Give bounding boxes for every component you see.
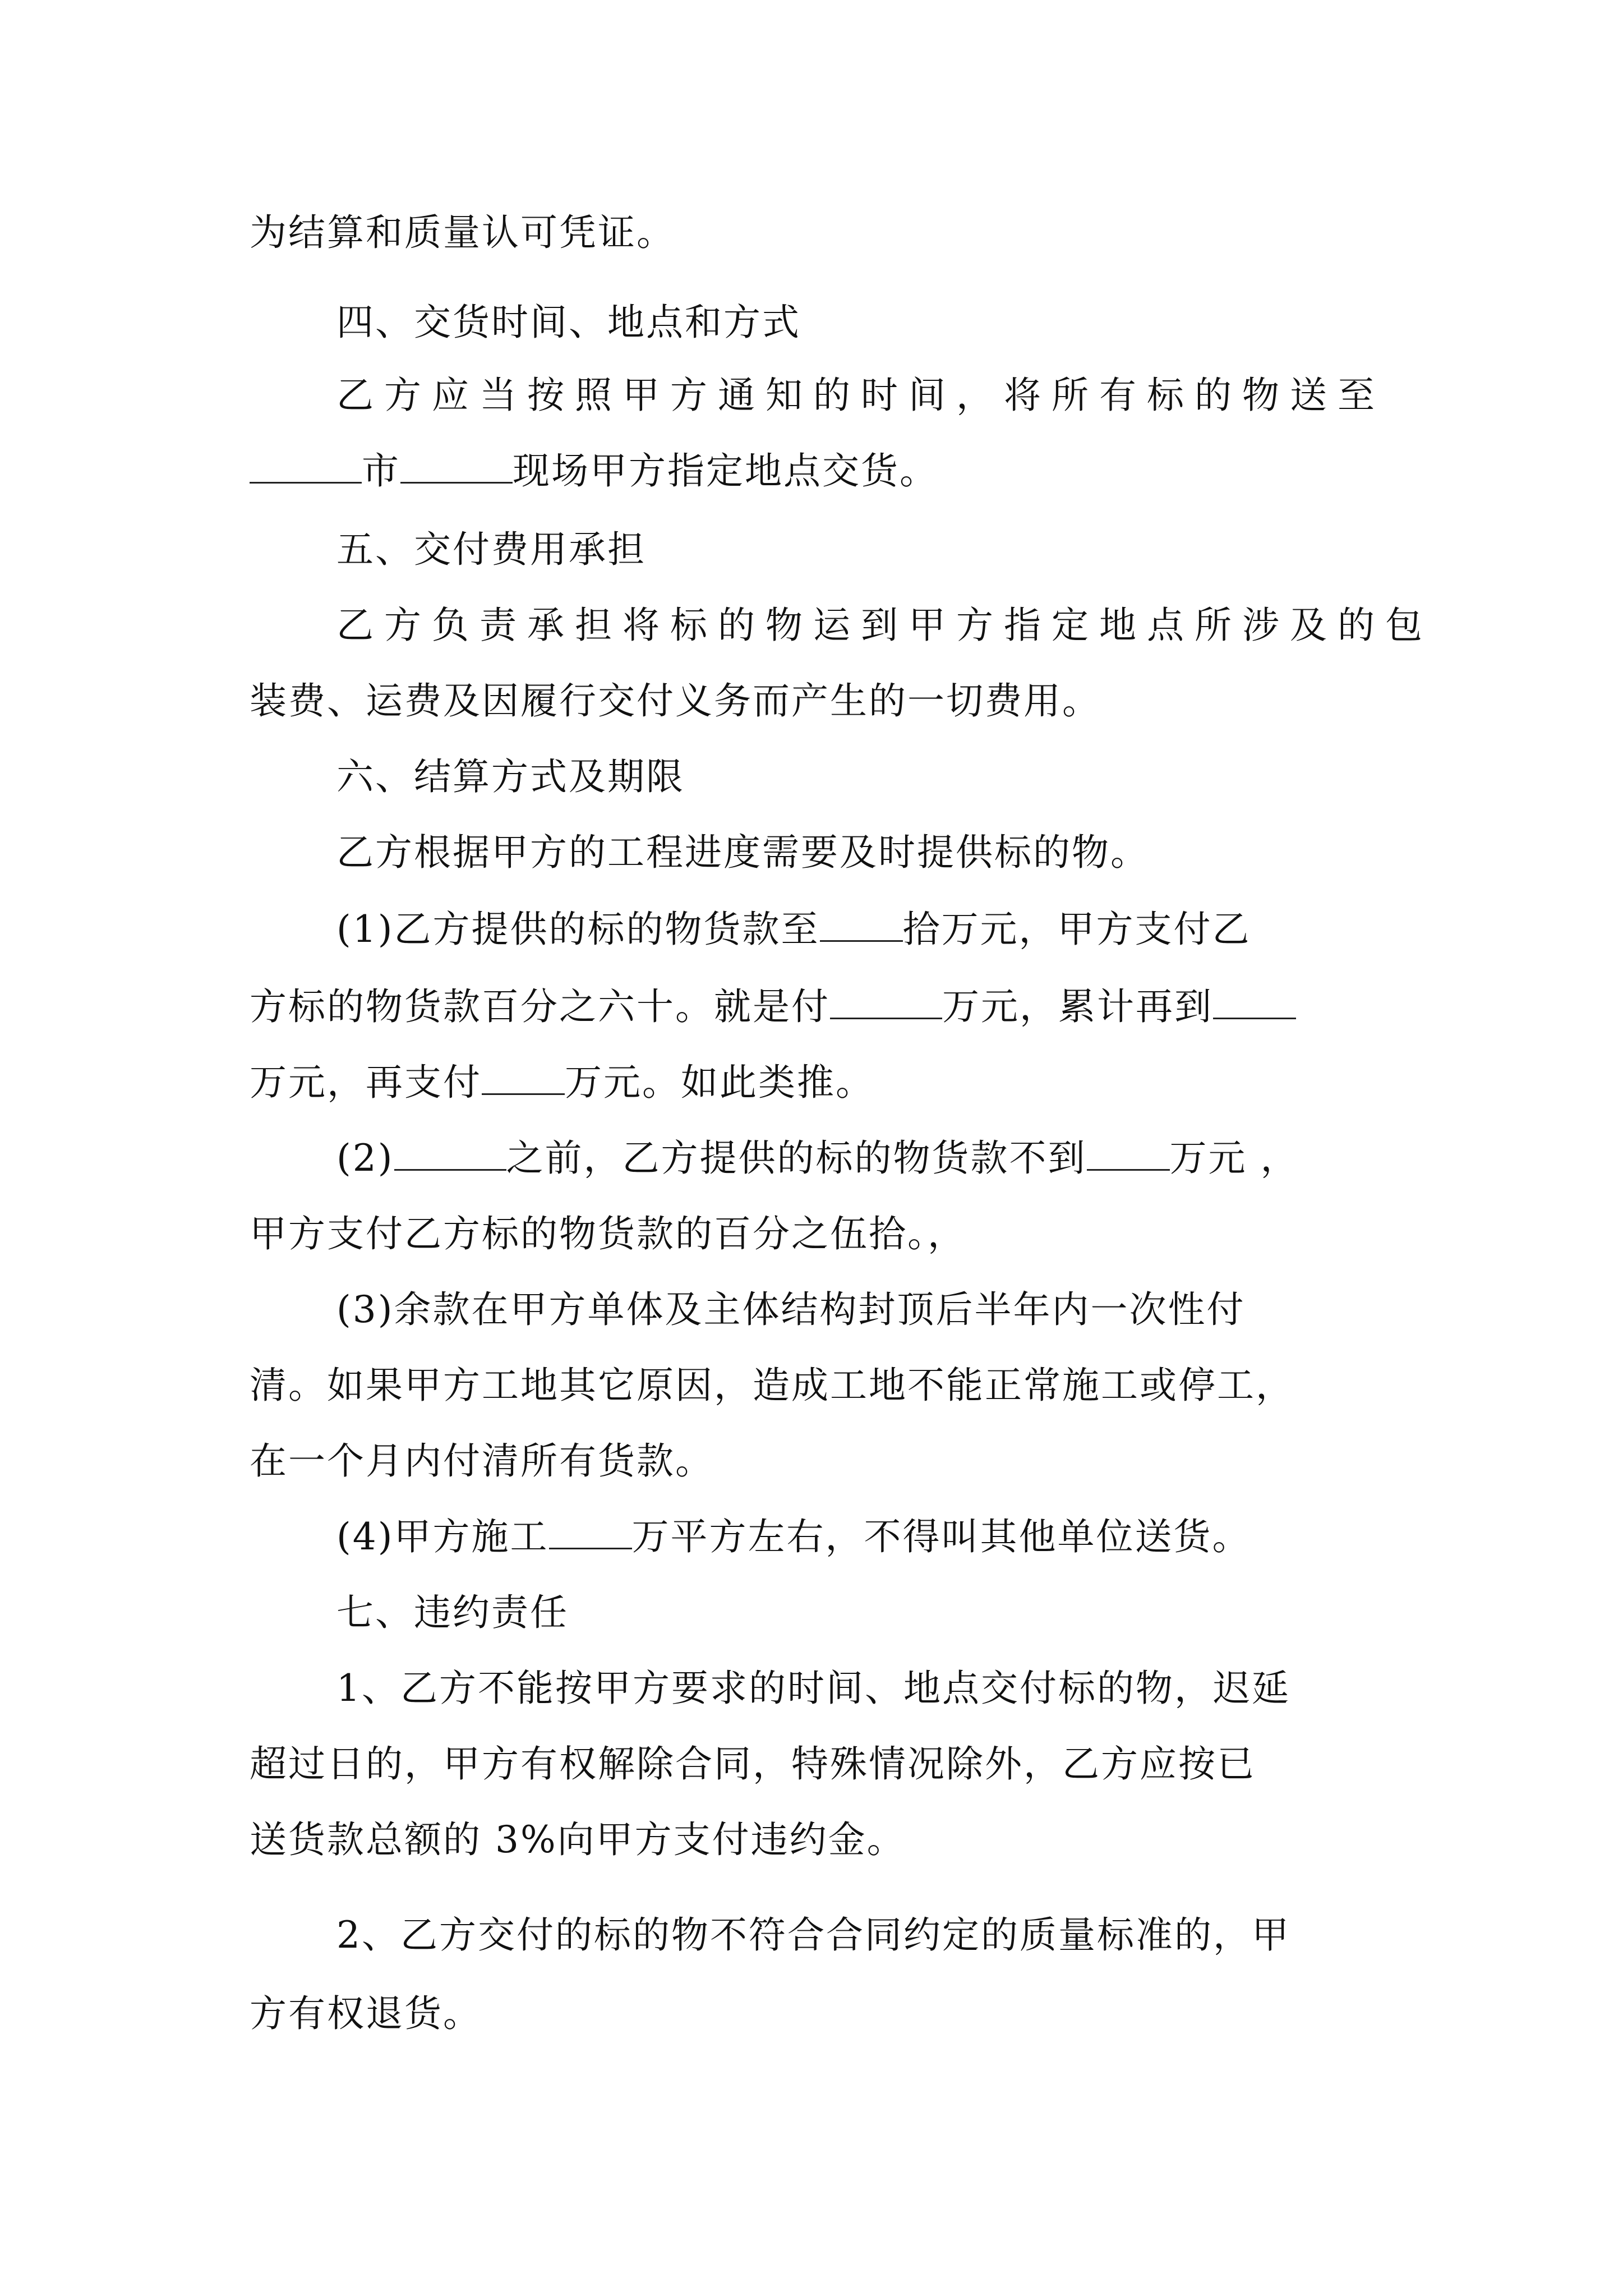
section-heading: 四、交货时间、地点和方式 <box>336 301 801 344</box>
paragraph-line: 乙方根据甲方的工程进度需要及时提供标的物。 <box>336 831 1149 874</box>
fill-in-blank <box>820 907 903 942</box>
fill-in-blank <box>1213 984 1296 1019</box>
section-heading: 六、结算方式及期限 <box>336 755 685 798</box>
text-segment: 万元。如此类推。 <box>565 1061 874 1104</box>
paragraph-line <box>250 1057 874 1108</box>
section-heading: 七、违约责任 <box>336 1591 569 1634</box>
paragraph-line: 2、乙方交付的标的物不符合合同约定的质量标准的，甲 <box>336 1913 1290 1957</box>
fill-in-blank <box>1087 1135 1170 1171</box>
fill-in-blank <box>830 984 942 1019</box>
text-segment: 之前，乙方提供的标的物货款不到 <box>506 1137 1087 1180</box>
paragraph-line <box>250 446 938 496</box>
section-heading: 五、交付费用承担 <box>336 528 646 571</box>
text-segment: 市 <box>362 449 400 493</box>
fill-in-blank <box>549 1514 632 1549</box>
paragraph-line: 为结算和质量认可凭证。 <box>250 211 675 254</box>
paragraph-line: 乙方应当按照甲方通知的时间，将所有标的物送至 <box>336 374 1385 417</box>
text-segment: 万元 ， <box>1169 1137 1299 1180</box>
text-segment: (1)乙方提供的标的物货款至 <box>336 908 820 951</box>
text-segment: 方标的物货款百分之六十。就是付 <box>250 985 830 1028</box>
paragraph-line: 1、乙方不能按甲方要求的时间、地点交付标的物，迟延 <box>336 1667 1290 1710</box>
paragraph-line: 方有权退货。 <box>250 1992 482 2035</box>
paragraph-line: 清。如果甲方工地其它原因，造成工地不能正常施工或停工， <box>250 1364 1294 1407</box>
paragraph-line: 在一个月内付清所有货款。 <box>250 1439 714 1483</box>
text-segment: (2) <box>336 1137 394 1180</box>
text-segment: 万平方左右，不得叫其他单位送货。 <box>631 1515 1251 1558</box>
text-segment: 现场甲方指定地点交货。 <box>513 449 938 493</box>
text-segment: 拾万元，甲方支付乙 <box>902 908 1251 951</box>
paragraph-line: 送货款总额的 3%向甲方支付违约金。 <box>250 1818 906 1861</box>
paragraph-line <box>250 982 1296 1032</box>
paragraph-line <box>336 1133 1299 1184</box>
fill-in-blank <box>250 448 362 484</box>
fill-in-blank <box>482 1060 565 1095</box>
paragraph-line <box>336 1512 1251 1562</box>
text-segment: 万元，累计再到 <box>942 985 1213 1028</box>
fill-in-blank <box>394 1135 506 1171</box>
fill-in-blank <box>400 448 513 484</box>
paragraph-line: 超过日的，甲方有权解除合同，特殊情况除外，乙方应按已 <box>250 1742 1256 1786</box>
text-segment: (4)甲方施工 <box>336 1515 549 1558</box>
paragraph-line <box>336 904 1251 955</box>
paragraph-line: 装费、运费及因履行交付义务而产生的一切费用。 <box>250 679 1101 723</box>
paragraph-line: 乙方负责承担将标的物运到甲方指定地点所涉及的包 <box>336 604 1433 647</box>
paragraph-line: 甲方支付乙方标的物货款的百分之伍拾。， <box>250 1212 966 1255</box>
paragraph-line: (3)余款在甲方单体及主体结构封顶后半年内一次性付 <box>336 1288 1246 1331</box>
text-segment: 万元，再支付 <box>250 1061 482 1104</box>
